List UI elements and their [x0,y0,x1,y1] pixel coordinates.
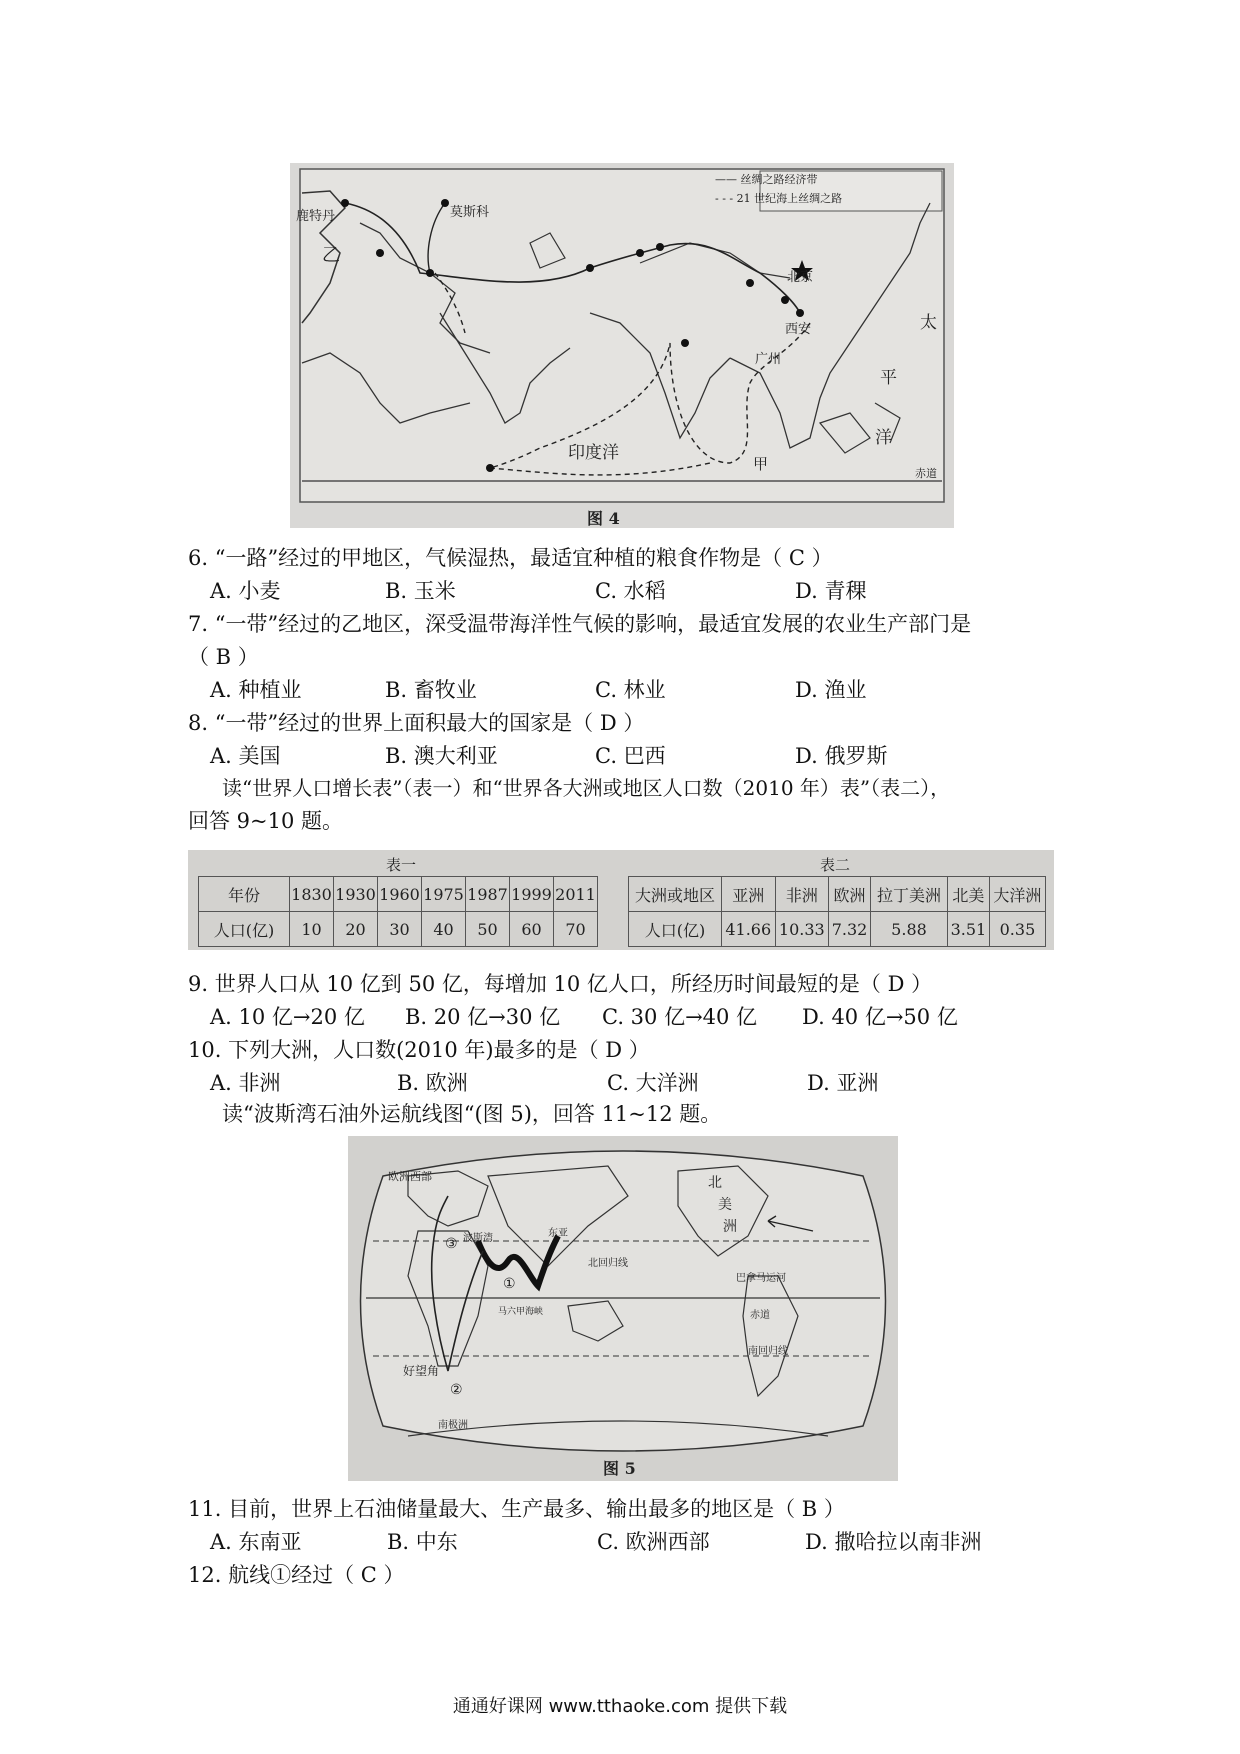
label-antarctica: 南极洲 [438,1420,468,1431]
table-cell: 7.32 [829,912,871,947]
q6-option-c: C. 水稻 [595,579,666,603]
intro-11-12: 读“波斯湾石油外运航线图“(图 5)，回答 11~12 题。 [222,1102,722,1126]
q11-option-d: D. 撒哈拉以南非洲 [805,1530,982,1554]
table-cell: 10 [290,912,334,947]
label-na-2: 美 [718,1197,732,1213]
q11-option-b: B. 中东 [387,1530,458,1554]
label-tropic-north: 北回归线 [588,1258,628,1269]
table-cell: 41.66 [722,912,776,947]
table1-header-row [199,877,598,912]
q8-stem: 8. “一带”经过的世界上面积最大的国家是（ D ） [188,711,645,735]
table-cell: 非洲 [775,877,829,912]
label-ping: 平 [880,368,897,388]
label-beijing: 北京 [787,270,814,285]
label-malacca: 马六甲海峡 [498,1307,544,1317]
label-route-2: ② [450,1382,463,1398]
table1-data-row [199,912,598,947]
table2-title: 表二 [820,856,851,874]
q6-option-a: A. 小麦 [210,579,281,603]
table-cell: 1987 [466,877,510,912]
q10-option-d: D. 亚洲 [807,1071,879,1095]
q7-option-b: B. 畜牧业 [385,678,477,702]
label-guangzhou: 广州 [755,352,782,367]
label-panama: 巴拿马运河 [736,1273,786,1284]
q8-option-a: A. 美国 [210,744,281,768]
table-cell: 1930 [334,877,378,912]
table-cell: 5.88 [870,912,947,947]
table-cell: 10.33 [775,912,829,947]
table-cell: 1960 [378,877,422,912]
table-cell: 30 [378,912,422,947]
q11-option-a: A. 东南亚 [210,1530,302,1554]
tables-photo [188,850,1054,950]
q11-stem: 11. 目前，世界上石油储量最大、生产最多、输出最多的地区是（ B ） [188,1497,845,1521]
table-cell: 人口(亿) [199,912,290,947]
table-cell: 40 [422,912,466,947]
table-cell: 60 [510,912,554,947]
intro-9-10-line2: 回答 9~10 题。 [188,809,344,833]
figure-5-map-drawing [348,1136,898,1481]
table-cell: 1999 [510,877,554,912]
q9-option-d: D. 40 亿→50 亿 [802,1005,958,1029]
q10-stem: 10. 下列大洲，人口数(2010 年)最多的是（ D ） [188,1038,650,1062]
q7-option-c: C. 林业 [595,678,666,702]
table-cell: 欧洲 [829,877,871,912]
q9-option-b: B. 20 亿→30 亿 [405,1005,561,1029]
q8-option-c: C. 巴西 [595,744,666,768]
table-cell: 70 [554,912,598,947]
label-moscow: 莫斯科 [450,205,490,220]
q10-option-c: C. 大洋洲 [607,1071,699,1095]
label-equator-5: 赤道 [750,1310,770,1321]
label-xian: 西安 [785,322,812,337]
page-footer: 通通好课网 www.tthaoke.com 提供下载 [452,1696,788,1717]
table-cell: 大洋洲 [989,877,1045,912]
label-rotterdam: 鹿特丹 [296,209,336,224]
q7-option-d: D. 渔业 [795,678,867,702]
q7-stem: 7. “一带”经过的乙地区，深受温带海洋性气候的影响，最适宜发展的农业生产部门是 [188,612,972,636]
table1-title: 表一 [386,856,417,874]
table-cell: 2011 [554,877,598,912]
legend-maritime: - - - 21 世纪海上丝绸之路 [715,192,843,205]
q6-stem: 6. “一路”经过的甲地区，气候湿热，最适宜种植的粮食作物是（ C ） [188,546,833,570]
table-cell: 1975 [422,877,466,912]
table-cell: 50 [466,912,510,947]
figure-4-caption: 图 4 [587,509,620,528]
table-cell: 20 [334,912,378,947]
label-route-1: ① [503,1276,516,1292]
figure-4-map-drawing [290,163,954,528]
label-indian-ocean: 印度洋 [568,443,619,463]
q6-option-b: B. 玉米 [385,579,456,603]
table-cell: 3.51 [947,912,989,947]
label-yi: 乙 [322,245,340,266]
label-w-europe: 欧洲西部 [388,1170,432,1183]
table-cell: 人口(亿) [629,912,722,947]
table2-data-row [629,912,1046,947]
q9-stem: 9. 世界人口从 10 亿到 50 亿，每增加 10 亿人口，所经历时间最短的是（ D ） [188,972,933,996]
label-na-3: 洲 [723,1219,737,1235]
table2-header-row [629,877,1046,912]
q8-option-d: D. 俄罗斯 [795,744,888,768]
table2 [628,876,1046,947]
legend-belt: —— 丝绸之路经济带 [715,173,818,186]
q9-option-c: C. 30 亿→40 亿 [602,1005,758,1029]
label-yang: 洋 [875,428,892,448]
q10-option-a: A. 非洲 [210,1071,281,1095]
q7-stem-answer: （ B ） [188,645,259,669]
label-tai: 太 [920,313,937,333]
table-cell: 0.35 [989,912,1045,947]
label-cape: 好望角 [403,1364,440,1378]
label-east-asia: 东亚 [548,1228,568,1239]
q8-option-b: B. 澳大利亚 [385,744,498,768]
table-cell: 亚洲 [722,877,776,912]
q9-option-a: A. 10 亿→20 亿 [210,1005,365,1029]
intro-9-10-line1: 读“世界人口增长表”（表一）和“世界各大洲或地区人口数（2010 年）表”（表二）， [222,776,951,800]
figure-4-map [290,163,954,528]
table-cell: 大洲或地区 [629,877,722,912]
label-na-1: 北 [708,1175,722,1191]
label-persian-gulf: 波斯湾 [463,1233,493,1244]
figure-5-map [348,1136,898,1481]
table1 [198,876,598,947]
q6-option-d: D. 青稞 [795,579,867,603]
q10-option-b: B. 欧洲 [397,1071,468,1095]
table-cell: 1830 [290,877,334,912]
figure-5-caption: 图 5 [603,1459,636,1478]
label-route-3: ③ [445,1236,458,1252]
label-tropic-south: 南回归线 [748,1346,788,1357]
label-equator: 赤道 [915,467,937,480]
table-cell: 拉丁美洲 [870,877,947,912]
q7-option-a: A. 种植业 [210,678,302,702]
table-cell: 年份 [199,877,290,912]
label-jia: 甲 [753,455,769,473]
q11-option-c: C. 欧洲西部 [597,1530,710,1554]
table-cell: 北美 [947,877,989,912]
q12-stem: 12. 航线①经过（ C ） [188,1563,405,1587]
